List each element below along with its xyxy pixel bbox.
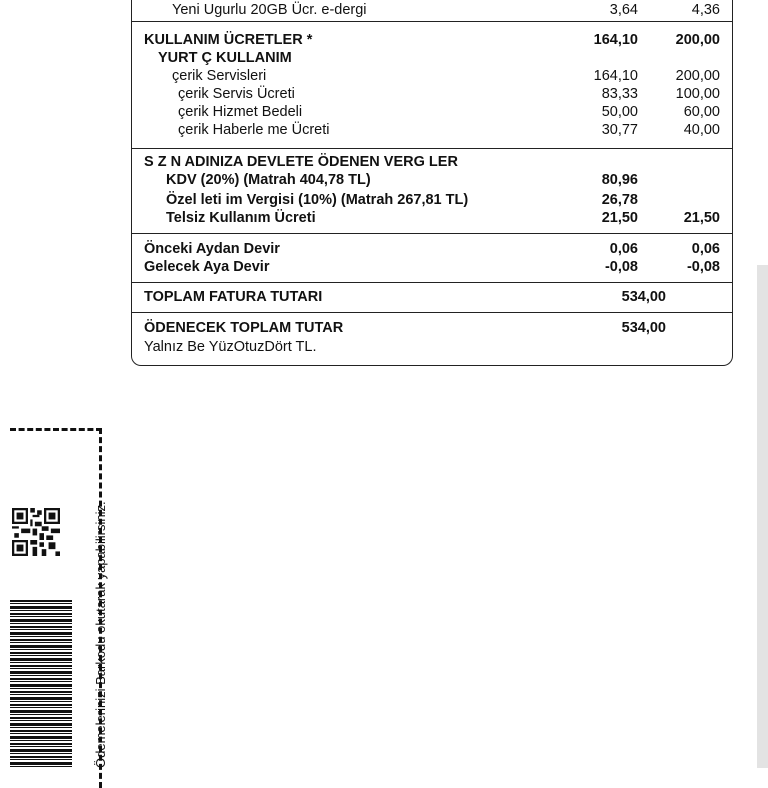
row-label: Gelecek Aya Devir [144, 259, 270, 275]
taxes-header-row [132, 152, 732, 172]
row-value-1: 3,64 [609, 2, 638, 18]
invoice-summary-table [131, 0, 733, 366]
table-row [132, 66, 732, 86]
row-value-2: 21,50 [683, 210, 720, 226]
row-label: Yeni Ugurlu 20GB Ücr. e-dergi [172, 2, 367, 18]
barcode-icon [10, 600, 72, 768]
payable-in-words: Yalnız Be YüzOtuzDört TL. [144, 339, 317, 355]
taxes-header: S Z N ADINIZA DEVLETE ÖDENEN VERG LER [144, 154, 458, 170]
table-row [132, 190, 732, 210]
row-label: çerik Haberle me Ücreti [178, 122, 330, 138]
table-row [132, 208, 732, 228]
usage-header-label: KULLANIM ÜCRETLER * [144, 32, 313, 48]
row-value-1: -0,08 [604, 259, 638, 275]
row-value-1: 164,10 [593, 68, 638, 84]
usage-subheader-row [132, 48, 732, 68]
row-value-1: 21,50 [601, 210, 638, 226]
row-value-1: 30,77 [601, 122, 638, 138]
payable-value: 534,00 [621, 320, 666, 336]
row-value-1: 50,00 [601, 104, 638, 120]
page-edge-shadow [757, 265, 768, 768]
divider [132, 312, 732, 313]
table-row [132, 239, 732, 259]
row-value-1: 26,78 [601, 192, 638, 208]
row-value-1: 0,06 [609, 241, 638, 257]
row-label: çerik Servisleri [172, 68, 267, 84]
table-row [132, 120, 732, 140]
payable-row [132, 318, 732, 338]
divider [132, 233, 732, 234]
qr-code-icon [12, 508, 60, 556]
row-value-2: 60,00 [683, 104, 720, 120]
total-label: TOPLAM FATURA TUTARI [144, 289, 323, 305]
usage-subheader: YURT Ç KULLANIM [158, 50, 292, 66]
payment-instruction-text: Ödemelerinizi Barkodu okutarak yapabilirsiniz. [93, 501, 108, 768]
payable-words-row [132, 337, 732, 357]
row-label: KDV (20%) (Matrah 404,78 TL) [166, 172, 371, 188]
divider [132, 282, 732, 283]
usage-header-value-2: 200,00 [675, 32, 720, 48]
row-value-1: 83,33 [601, 86, 638, 102]
row-value-1: 80,96 [601, 172, 638, 188]
divider [132, 148, 732, 149]
row-value-2: 200,00 [675, 68, 720, 84]
row-value-2: 40,00 [683, 122, 720, 138]
total-value: 534,00 [621, 289, 666, 305]
table-row [132, 84, 732, 104]
row-value-2: 100,00 [675, 86, 720, 102]
table-row [132, 257, 732, 277]
usage-header-value-1: 164,10 [593, 32, 638, 48]
row-label: çerik Servis Ücreti [178, 86, 295, 102]
table-row [132, 0, 732, 20]
total-row [132, 287, 732, 307]
divider [132, 21, 732, 22]
usage-header-row [132, 30, 732, 50]
table-row [132, 170, 732, 190]
row-value-2: 0,06 [691, 241, 720, 257]
row-value-2: 4,36 [691, 2, 720, 18]
row-label: çerik Hizmet Bedeli [178, 104, 303, 120]
row-label: Telsiz Kullanım Ücreti [166, 210, 316, 226]
row-label: Özel leti im Vergisi (10%) (Matrah 267,81 TL) [166, 192, 469, 208]
row-value-2: -0,08 [686, 259, 720, 275]
payable-label: ÖDENECEK TOPLAM TUTAR [144, 320, 344, 336]
row-label: Önceki Aydan Devir [144, 241, 280, 257]
table-row [132, 102, 732, 122]
